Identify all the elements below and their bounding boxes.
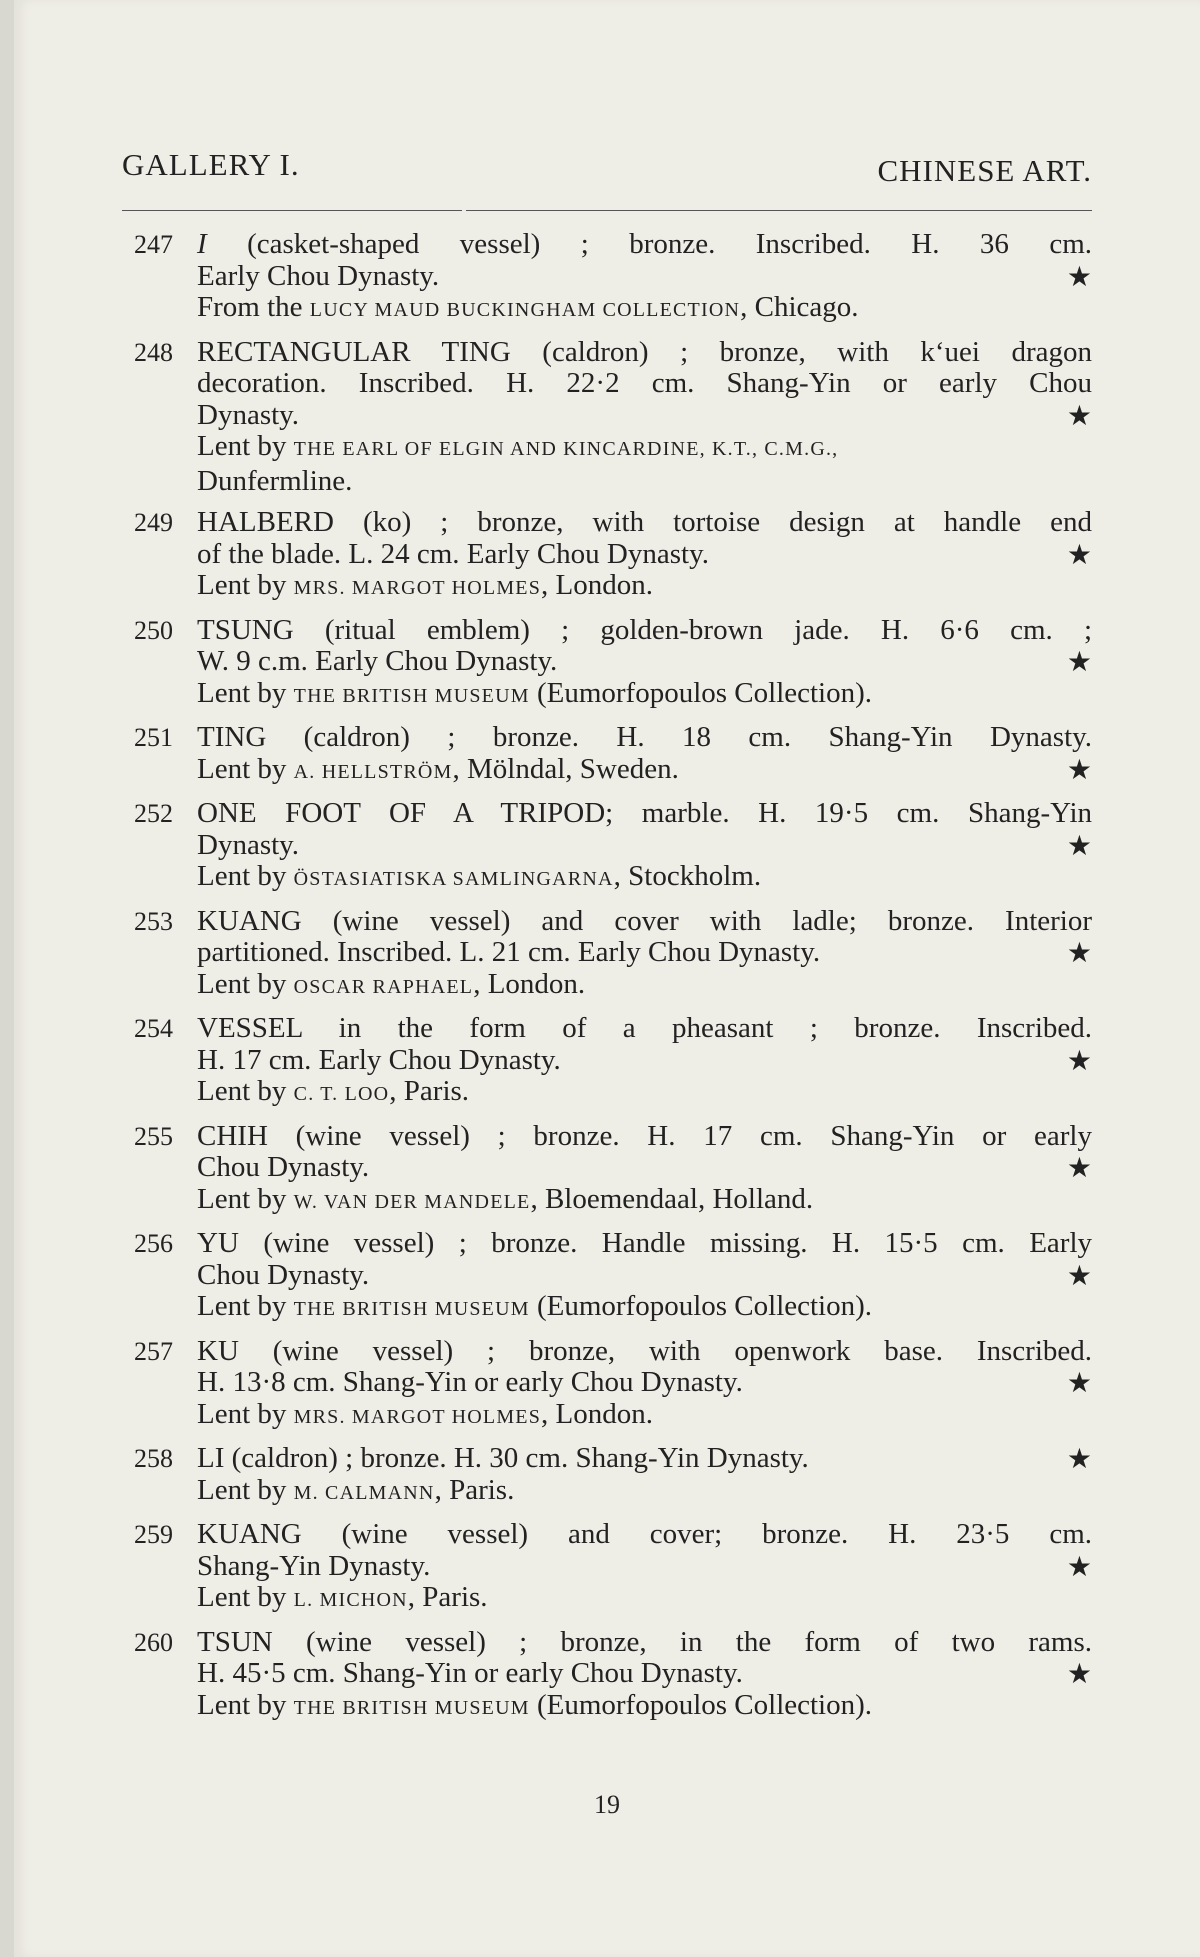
lender-location: (Eumorfopoulos Collection). bbox=[529, 1688, 873, 1721]
entry-dynasty-line bbox=[197, 400, 1092, 432]
star-icon: ★ bbox=[1066, 1045, 1092, 1077]
page-number: 19 bbox=[594, 1790, 620, 1819]
catalogue-entry bbox=[122, 906, 1092, 1004]
entry-dynasty-line bbox=[197, 539, 1092, 571]
entry-description: TSUN (wine vessel) ; bronze, in the form of two rams. bbox=[197, 1625, 1092, 1658]
lender-prefix: Lent by bbox=[197, 569, 294, 601]
entry-dynasty: Chou Dynasty. bbox=[197, 1258, 370, 1291]
lender-prefix: Lent by bbox=[197, 967, 294, 1000]
header-gallery: GALLERY I. bbox=[122, 147, 300, 182]
lender-location: (Eumorfopoulos Collection). bbox=[529, 676, 873, 709]
entry-lender bbox=[197, 1184, 1092, 1219]
entry-description: LI (caldron) ; bronze. H. 30 cm. Shang-Yin Dynasty. bbox=[197, 1442, 809, 1474]
entry-lender bbox=[197, 678, 1092, 713]
lender-prefix: From the bbox=[197, 291, 310, 323]
star-icon: ★ bbox=[1066, 261, 1092, 293]
entry-description: HALBERD (ko) ; bronze, with tortoise design at handle end bbox=[197, 506, 1092, 538]
entry-dynasty-line bbox=[197, 261, 1092, 293]
entry-lender bbox=[197, 861, 1092, 896]
lender-name: THE BRITISH MUSEUM bbox=[293, 1696, 530, 1719]
entry-dynasty: Dynasty. bbox=[197, 398, 300, 431]
star-icon: ★ bbox=[1066, 1153, 1092, 1184]
catalogue-entry bbox=[122, 1228, 1092, 1326]
entry-description: KU (wine vessel) ; bronze, with openwork base. Inscribed. bbox=[197, 1334, 1092, 1367]
entry-number: 250 bbox=[134, 615, 173, 645]
entry-dynasty-line bbox=[197, 937, 1092, 969]
entry-number: 258 bbox=[134, 1444, 173, 1473]
entry-dynasty-line bbox=[197, 1152, 1092, 1184]
entry-number: 251 bbox=[134, 723, 173, 752]
catalogue-page bbox=[14, 0, 1200, 1957]
lender-name: MRS. MARGOT HOLMES bbox=[293, 1405, 542, 1428]
star-icon: ★ bbox=[1066, 539, 1092, 571]
entry-dynasty-line bbox=[197, 1367, 1092, 1399]
star-icon: ★ bbox=[1066, 938, 1092, 969]
lender-prefix: Lent by bbox=[197, 1688, 294, 1721]
catalogue-entry bbox=[122, 337, 1092, 498]
entry-description: decoration. Inscribed. H. 22·2 cm. Shang-Yin or early Chou bbox=[197, 367, 1092, 399]
entry-dynasty-line bbox=[197, 1045, 1092, 1077]
catalogue-entry bbox=[122, 229, 1092, 327]
entry-lender bbox=[197, 969, 1092, 1004]
lender-prefix: Lent by bbox=[197, 860, 294, 892]
entry-dynasty-line bbox=[197, 830, 1092, 862]
entry-description: VESSEL in the form of a pheasant ; bronze. Inscribed. bbox=[197, 1012, 1092, 1044]
lender-location: (Eumorfopoulos Collection). bbox=[529, 1290, 873, 1322]
entry-dynasty-line bbox=[197, 1443, 1092, 1475]
catalogue-entry bbox=[122, 722, 1092, 788]
entry-lender bbox=[197, 1690, 1092, 1725]
entry-description-text: (casket-shaped vessel) ; bronze. Inscribed. H. 36 cm. bbox=[206, 228, 1092, 260]
lender-location: , Stockholm. bbox=[613, 860, 762, 892]
lender-name: A. HELLSTRÖM bbox=[293, 760, 453, 783]
lender-location: , Bloemendaal, Holland. bbox=[530, 1182, 814, 1215]
entry-dynasty: partitioned. Inscribed. L. 21 cm. Early Chou Dynasty. bbox=[197, 936, 821, 968]
entry-dynasty-line bbox=[197, 646, 1092, 678]
lender-location: , Paris. bbox=[434, 1473, 515, 1506]
catalogue-entry bbox=[122, 798, 1092, 896]
entry-dynasty: H. 17 cm. Early Chou Dynasty. bbox=[197, 1043, 561, 1076]
entry-lender bbox=[197, 754, 1092, 789]
catalogue-entry bbox=[122, 1443, 1092, 1509]
catalogue-entry bbox=[122, 1627, 1092, 1725]
lender-name: W. VAN DER MANDELE bbox=[293, 1190, 531, 1213]
entry-number: 260 bbox=[134, 1627, 173, 1657]
lender-name: L. MICHON bbox=[293, 1589, 408, 1611]
entry-number: 248 bbox=[134, 337, 173, 367]
header-rule-right bbox=[466, 210, 1092, 211]
entry-dynasty: Shang-Yin Dynasty. bbox=[197, 1549, 431, 1582]
catalogue-entry bbox=[122, 507, 1092, 605]
star-icon: ★ bbox=[1066, 1551, 1092, 1583]
entry-description: KUANG (wine vessel) and cover; bronze. H. 23·5 cm. bbox=[197, 1518, 1092, 1550]
header-section: CHINESE ART. bbox=[877, 153, 1092, 188]
star-icon: ★ bbox=[1066, 1260, 1092, 1292]
entry-number: 254 bbox=[134, 1014, 173, 1043]
lender-name: MRS. MARGOT HOLMES bbox=[293, 577, 542, 599]
star-icon: ★ bbox=[1066, 400, 1092, 432]
header-rule-left bbox=[122, 210, 462, 211]
star-icon: ★ bbox=[1066, 1444, 1092, 1475]
entry-lender bbox=[197, 1399, 1092, 1434]
entry-number: 247 bbox=[134, 230, 173, 259]
entry-lender bbox=[197, 1076, 1092, 1111]
lender-name: THE BRITISH MUSEUM bbox=[293, 1298, 530, 1320]
entry-dynasty-line bbox=[197, 1551, 1092, 1583]
entry-dynasty: H. 13·8 cm. Shang-Yin or early Chou Dynasty. bbox=[197, 1366, 743, 1398]
star-icon: ★ bbox=[1066, 754, 1092, 786]
lender-location: , London. bbox=[541, 569, 654, 601]
lender-prefix: Lent by bbox=[197, 1075, 294, 1107]
entry-lender bbox=[197, 292, 1092, 327]
lender-prefix: Lent by bbox=[197, 430, 294, 462]
entry-dynasty: Early Chou Dynasty. bbox=[197, 259, 440, 292]
entry-lender bbox=[197, 431, 1092, 466]
entry-title: I bbox=[197, 228, 207, 260]
catalogue-entry bbox=[122, 1519, 1092, 1617]
lender-prefix: Lent by bbox=[197, 1397, 294, 1430]
entry-number: 253 bbox=[134, 906, 173, 936]
lender-location: , Mölndal, Sweden. bbox=[452, 752, 679, 785]
entry-number: 259 bbox=[134, 1520, 173, 1549]
entry-description: RECTANGULAR TING (caldron) ; bronze, with k‘uei dragon bbox=[197, 335, 1092, 368]
entry-lender bbox=[197, 1582, 1092, 1617]
entry-number: 255 bbox=[134, 1121, 173, 1151]
lender-location: , Paris. bbox=[407, 1581, 488, 1613]
lender-prefix: Lent by bbox=[197, 752, 294, 785]
entry-description: YU (wine vessel) ; bronze. Handle missing. H. 15·5 cm. Early bbox=[197, 1227, 1092, 1259]
entry-description: KUANG (wine vessel) and cover with ladle; bronze. Interior bbox=[197, 904, 1092, 937]
entry-lender bbox=[197, 570, 1092, 605]
entry-dynasty-line bbox=[197, 1260, 1092, 1292]
entry-lender bbox=[197, 1291, 1092, 1326]
entry-dynasty: H. 45·5 cm. Shang-Yin or early Chou Dynasty. bbox=[197, 1657, 743, 1689]
entry-description bbox=[197, 229, 1092, 261]
lender-location: , London. bbox=[541, 1397, 654, 1430]
lender-location: , Paris. bbox=[389, 1075, 470, 1107]
star-icon: ★ bbox=[1066, 647, 1092, 678]
entry-description: ONE FOOT OF A TRIPOD; marble. H. 19·5 cm. Shang-Yin bbox=[197, 797, 1092, 829]
lender-location: , London. bbox=[473, 967, 586, 1000]
catalogue-entries bbox=[122, 229, 1092, 1734]
entry-dynasty: W. 9 c.m. Early Chou Dynasty. bbox=[197, 645, 558, 677]
entry-description: TING (caldron) ; bronze. H. 18 cm. Shang-Yin Dynasty. bbox=[197, 721, 1092, 753]
lender-name: OSCAR RAPHAEL bbox=[293, 975, 474, 998]
lender-name: THE EARL OF ELGIN AND KINCARDINE, K.T., C.M.G., bbox=[293, 438, 839, 460]
entry-number: 252 bbox=[134, 799, 173, 828]
running-header bbox=[122, 147, 1092, 197]
entry-dynasty: of the blade. L. 24 cm. Early Chou Dynasty. bbox=[197, 537, 709, 570]
lender-name: C. T. LOO bbox=[293, 1083, 390, 1105]
entry-description: TSUNG (ritual emblem) ; golden-brown jade. H. 6·6 cm. ; bbox=[197, 613, 1092, 646]
lender-name: THE BRITISH MUSEUM bbox=[293, 684, 530, 707]
entry-number: 257 bbox=[134, 1336, 173, 1366]
lender-name: ÖSTASIATISKA SAMLINGARNA bbox=[293, 868, 614, 890]
entry-dynasty: Dynasty. bbox=[197, 828, 300, 861]
entry-dynasty-line bbox=[197, 1658, 1092, 1690]
entry-number: 256 bbox=[134, 1229, 173, 1258]
catalogue-entry bbox=[122, 615, 1092, 713]
lender-prefix: Lent by bbox=[197, 1290, 294, 1322]
star-icon: ★ bbox=[1066, 1659, 1092, 1690]
star-icon: ★ bbox=[1066, 830, 1092, 862]
lender-name: M. CALMANN bbox=[293, 1481, 435, 1504]
star-icon: ★ bbox=[1066, 1368, 1092, 1399]
lender-location: , Chicago. bbox=[740, 291, 859, 323]
catalogue-entry bbox=[122, 1013, 1092, 1111]
entry-number: 249 bbox=[134, 508, 173, 537]
lender-name: LUCY MAUD BUCKINGHAM COLLECTION bbox=[309, 299, 741, 321]
catalogue-entry bbox=[122, 1121, 1092, 1219]
lender-prefix: Lent by bbox=[197, 1473, 294, 1506]
lender-prefix: Lent by bbox=[197, 1182, 294, 1215]
lender-prefix: Lent by bbox=[197, 676, 294, 709]
entry-lender bbox=[197, 1475, 1092, 1510]
entry-lender-location: Dunfermline. bbox=[197, 464, 353, 497]
entry-description: CHIH (wine vessel) ; bronze. H. 17 cm. Shang-Yin or early bbox=[197, 1119, 1092, 1152]
catalogue-entry bbox=[122, 1336, 1092, 1434]
lender-prefix: Lent by bbox=[197, 1581, 294, 1613]
entry-dynasty: Chou Dynasty. bbox=[197, 1151, 370, 1183]
